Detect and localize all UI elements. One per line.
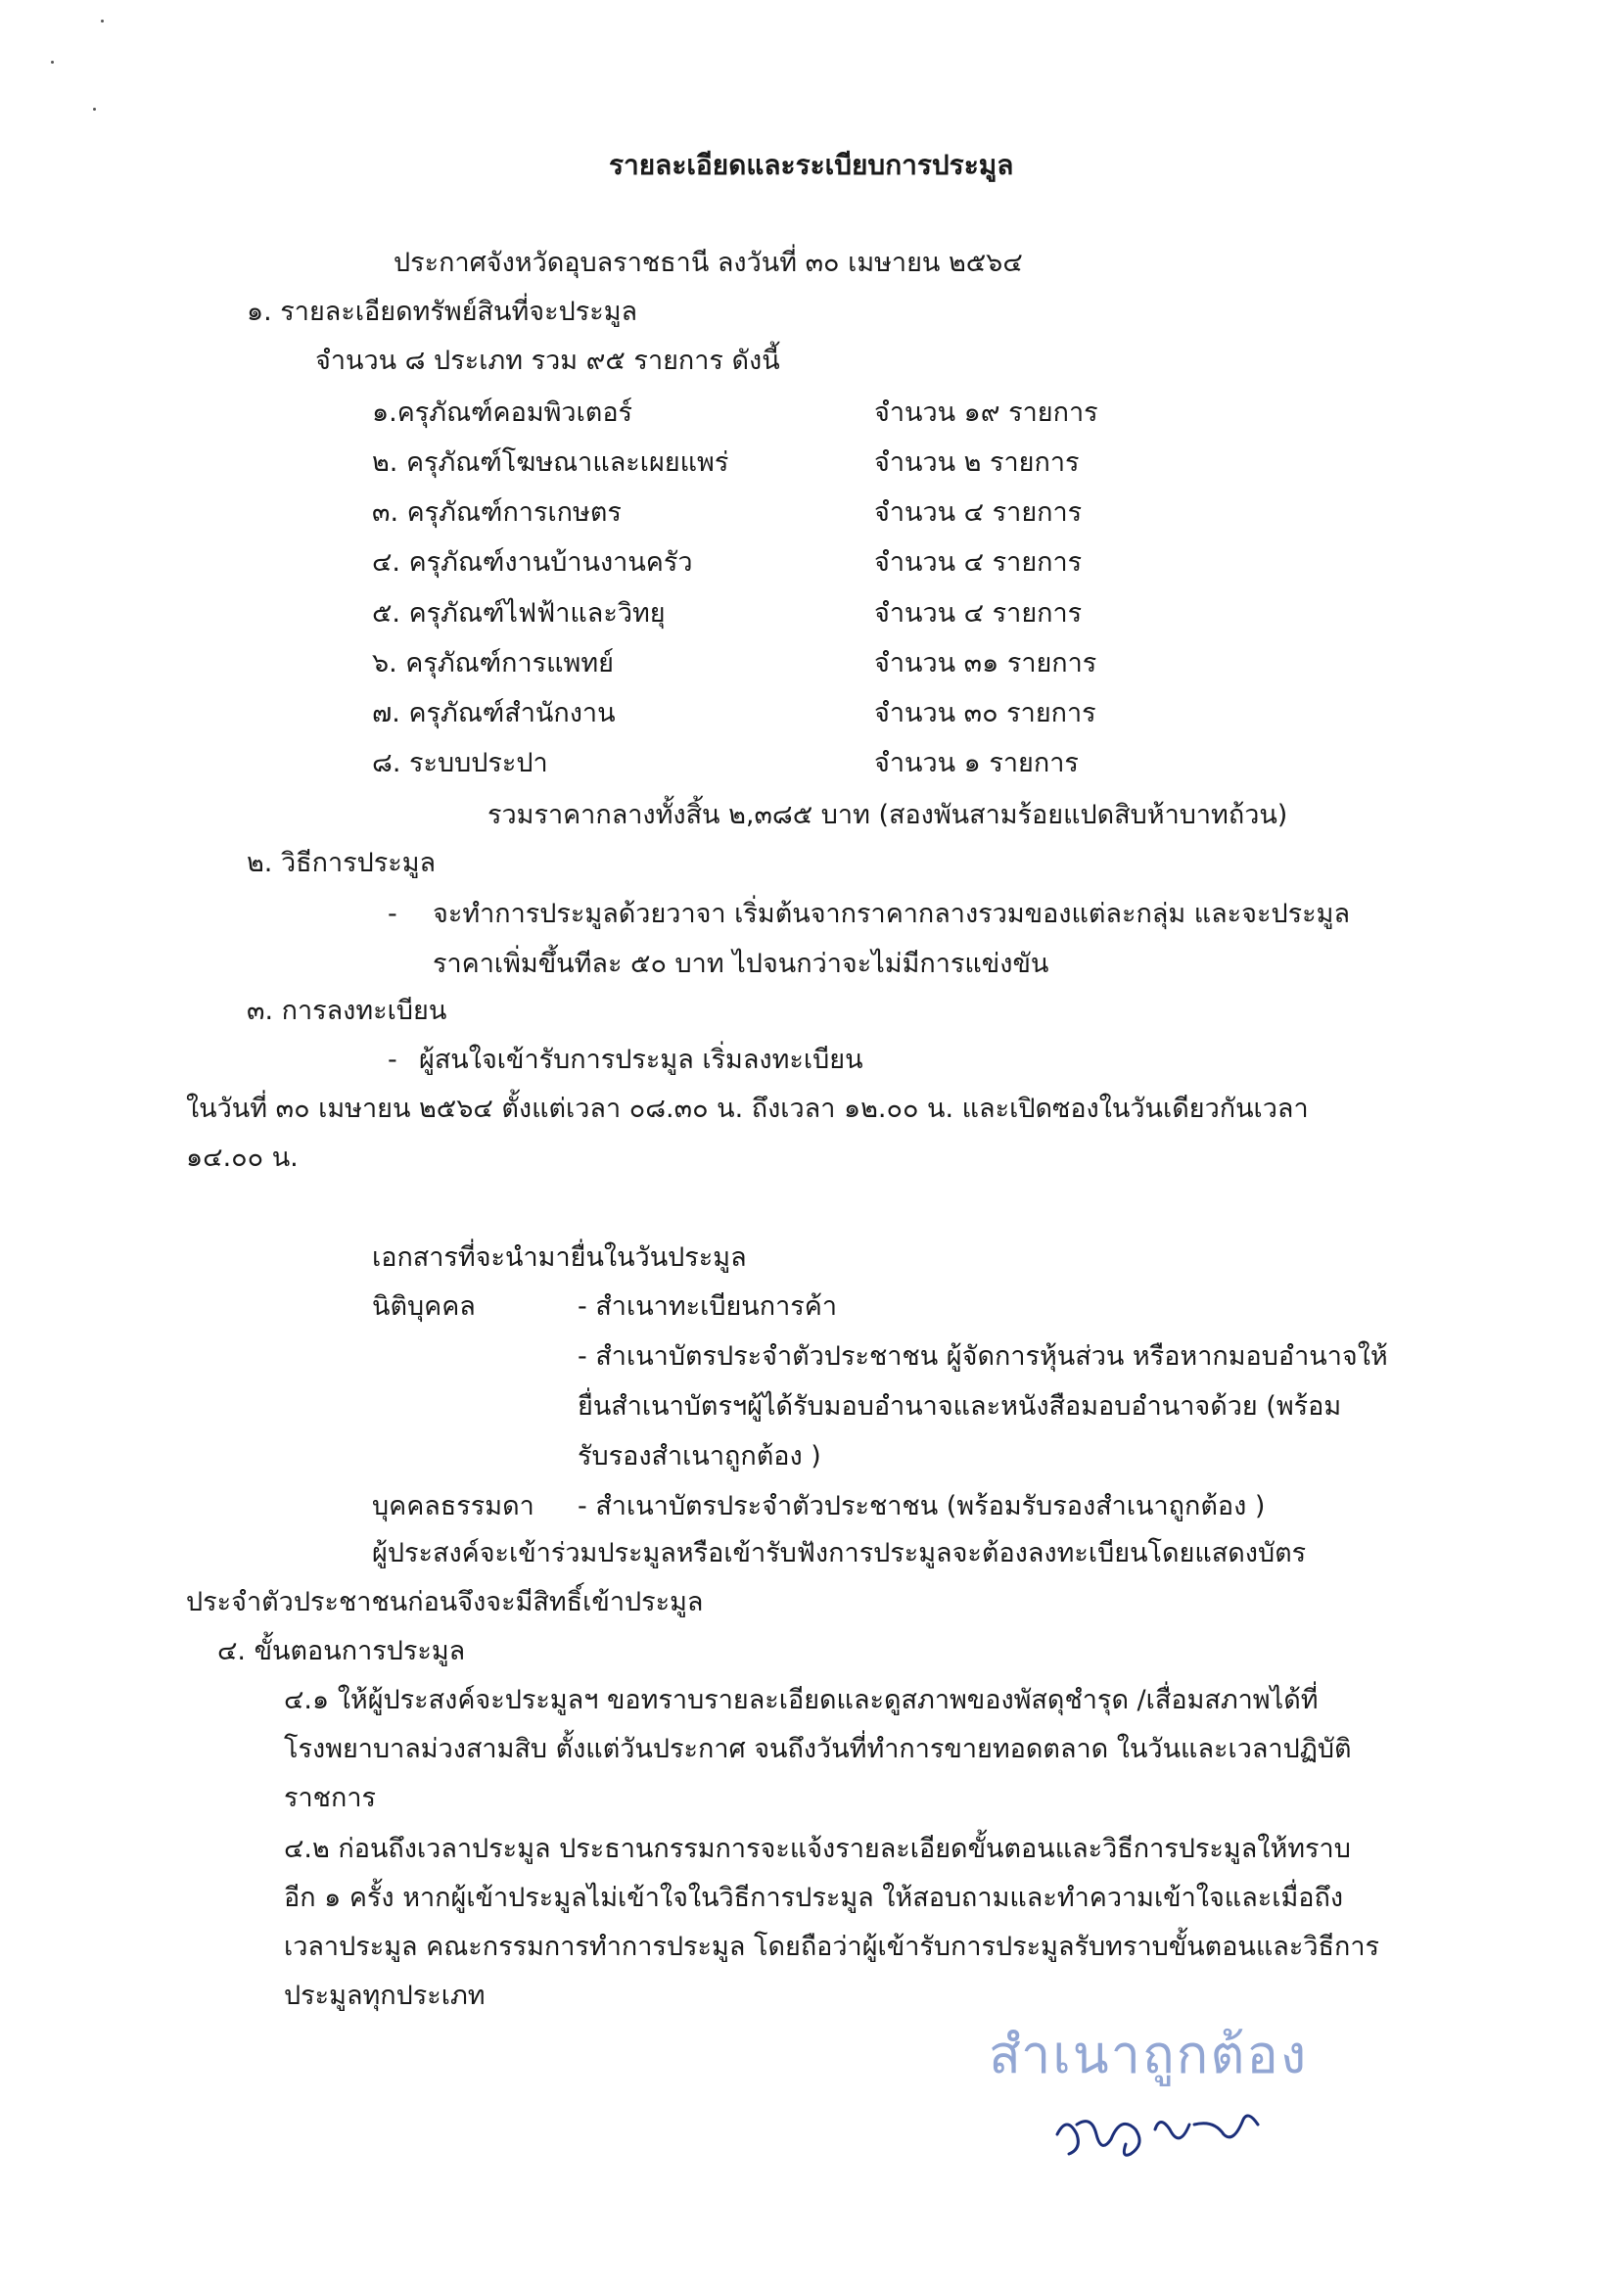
- item-count: จำนวน ๑๙ รายการ: [874, 397, 1098, 428]
- section4-text-line: ๔.๒ ก่อนถึงเวลาประมูล ประธานกรรมการจะแจ้งรายละเอียดขั้นตอนและวิธีการประมูลให้ทราบ: [284, 1834, 1351, 1864]
- item-name: ๒. ครุภัณฑ์โฆษณาและเผยแพร่: [372, 447, 729, 478]
- item-count: จำนวน ๔ รายการ: [874, 598, 1083, 629]
- item-count: จำนวน ๔ รายการ: [874, 547, 1083, 578]
- registration-note-line: ประจำตัวประชาชนก่อนจึงจะมีสิทธิ์เข้าประมูล: [186, 1587, 704, 1617]
- document-title: รายละเอียดและระเบียบการประมูล: [609, 149, 1014, 181]
- handwritten-signature: [1047, 2095, 1282, 2173]
- section3-heading: ๓. การลงทะเบียน: [247, 996, 447, 1026]
- item-name: ๔. ครุภัณฑ์งานบ้านงานครัว: [372, 547, 693, 578]
- section3-text-line: ผู้สนใจเข้ารับการประมูล เริ่มลงทะเบียน: [419, 1045, 863, 1075]
- item-name: ๖. ครุภัณฑ์การแพทย์: [372, 648, 614, 678]
- juristic-doc-line: - สำเนาบัตรประจำตัวประชาชน ผู้จัดการหุ้นส่วน หรือหากมอบอำนาจให้: [578, 1341, 1388, 1372]
- registration-note-line: ผู้ประสงค์จะเข้าร่วมประมูลหรือเข้ารับฟังการประมูลจะต้องลงทะเบียนโดยแสดงบัตร: [372, 1538, 1307, 1568]
- section4-text-line: ๔.๑ ให้ผู้ประสงค์จะประมูลฯ ขอทราบรายละเอียดและดูสภาพของพัสดุชำรุด /เสื่อมสภาพได้ที่: [284, 1685, 1319, 1715]
- juristic-doc-line: ยื่นสำเนาบัตรฯผู้ได้รับมอบอำนาจและหนังสือมอบอำนาจด้วย (พร้อม: [578, 1391, 1342, 1422]
- scan-speck: [51, 61, 54, 64]
- certified-copy-stamp: สำเนาถูกต้อง: [989, 2024, 1309, 2085]
- section4-text-line: เวลาประมูล คณะกรรมการทำการประมูล โดยถือว่าผู้เข้ารับการประมูลรับทราบขั้นตอนและวิธีการ: [284, 1932, 1379, 1962]
- section4-text-line: ราชการ: [284, 1783, 376, 1813]
- item-name: ๗. ครุภัณฑ์สำนักงาน: [372, 698, 616, 728]
- item-count: จำนวน ๒ รายการ: [874, 447, 1080, 478]
- item-count: จำนวน ๔ รายการ: [874, 497, 1083, 528]
- section4-heading: ๔. ขั้นตอนการประมูล: [217, 1636, 466, 1666]
- section2-text-line: ราคาเพิ่มขึ้นทีละ ๕๐ บาท ไปจนกว่าจะไม่มีการแข่งขัน: [433, 949, 1049, 979]
- section1-summary: จำนวน ๘ ประเภท รวม ๙๕ รายการ ดังนี้: [315, 346, 780, 376]
- section1-heading: ๑. รายละเอียดทรัพย์สินที่จะประมูล: [247, 297, 638, 327]
- scan-speck: [101, 20, 104, 23]
- section2-text-line: จะทำการประมูลด้วยวาจา เริ่มต้นจากราคากลางรวมของแต่ละกลุ่ม และจะประมูล: [433, 899, 1350, 929]
- item-count: จำนวน ๑ รายการ: [874, 748, 1079, 778]
- item-name: ๕. ครุภัณฑ์ไฟฟ้าและวิทยุ: [372, 598, 666, 629]
- item-count: จำนวน ๓๐ รายการ: [874, 698, 1096, 728]
- section3-text-line: ๑๔.๐๐ น.: [186, 1143, 299, 1173]
- item-count: จำนวน ๓๑ รายการ: [874, 648, 1097, 678]
- bullet-dash: -: [388, 1045, 397, 1075]
- section3-text-line: ในวันที่ ๓๐ เมษายน ๒๕๖๔ ตั้งแต่เวลา ๐๘.๓๐ น. ถึงเวลา ๑๒.๐๐ น. และเปิดซองในวันเดียวกันเวลา: [186, 1094, 1309, 1124]
- section2-heading: ๒. วิธีการประมูล: [247, 848, 437, 878]
- announcement-line: ประกาศจังหวัดอุบลราชธานี ลงวันที่ ๓๐ เมษายน ๒๕๖๔: [394, 248, 1023, 278]
- juristic-doc-line: รับรองสำเนาถูกต้อง ): [578, 1441, 821, 1472]
- item-name: ๓. ครุภัณฑ์การเกษตร: [372, 497, 622, 528]
- section4-text-line: อีก ๑ ครั้ง หากผู้เข้าประมูลไม่เข้าใจในวิธีการประมูล ให้สอบถามและทำความเข้าใจและเมื่อถึง: [284, 1883, 1344, 1913]
- total-price-line: รวมราคากลางทั้งสิ้น ๒,๓๘๕ บาท (สองพันสามร้อยแปดสิบห้าบาทถ้วน): [487, 800, 1288, 830]
- documents-heading: เอกสารที่จะนำมายื่นในวันประมูล: [372, 1242, 747, 1273]
- natural-person-label: บุคคลธรรมดา: [372, 1491, 534, 1521]
- section4-text-line: โรงพยาบาลม่วงสามสิบ ตั้งแต่วันประกาศ จนถึงวันที่ทำการขายทอดตลาด ในวันและเวลาปฏิบัติ: [284, 1734, 1352, 1764]
- juristic-label: นิติบุคคล: [372, 1291, 476, 1322]
- natural-person-doc-line: - สำเนาบัตรประจำตัวประชาชน (พร้อมรับรองสำเนาถูกต้อง ): [578, 1491, 1266, 1521]
- section4-text-line: ประมูลทุกประเภท: [284, 1981, 486, 2011]
- item-name: ๘. ระบบประปา: [372, 748, 548, 778]
- item-name: ๑.ครุภัณฑ์คอมพิวเตอร์: [372, 397, 633, 428]
- scan-speck: [93, 108, 96, 111]
- juristic-doc-line: - สำเนาทะเบียนการค้า: [578, 1291, 837, 1322]
- bullet-dash: -: [388, 899, 397, 929]
